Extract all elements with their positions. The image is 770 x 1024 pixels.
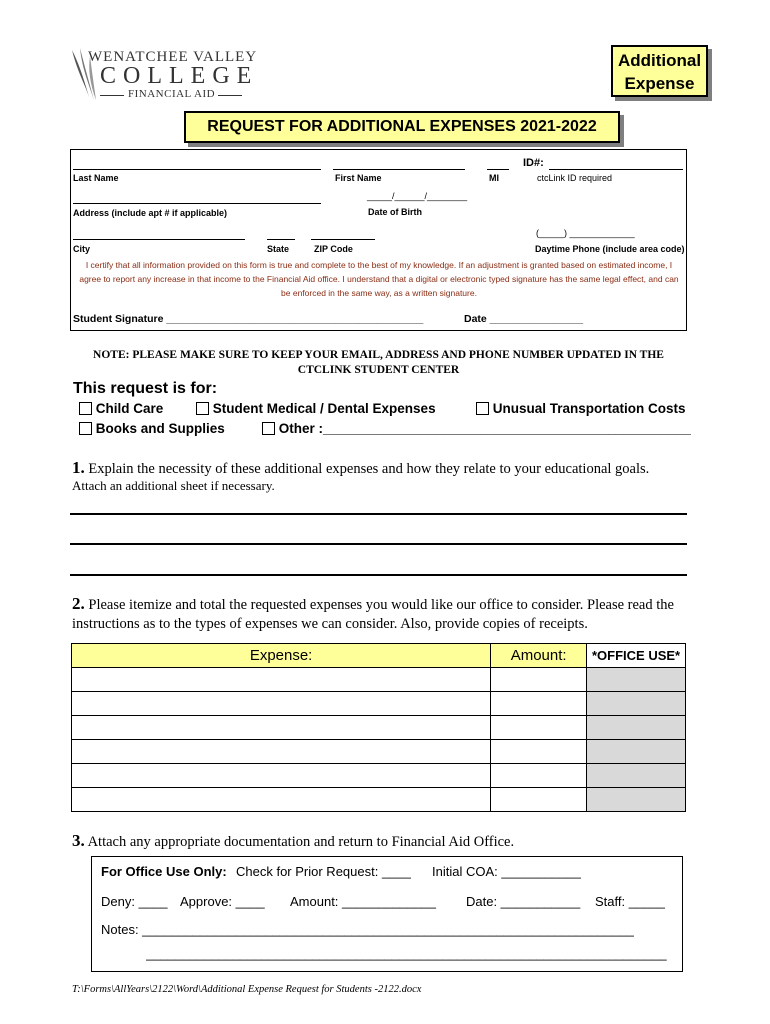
expense-table-header xyxy=(72,644,686,668)
question-1-number: 1. xyxy=(72,458,85,477)
question-3 xyxy=(72,831,514,851)
id-note: ctcLink ID required xyxy=(537,173,613,183)
logo-rule-left xyxy=(100,95,124,96)
table-row xyxy=(72,716,686,740)
logo-rule-right xyxy=(218,95,242,96)
office-use-cell xyxy=(587,692,686,716)
mi-field[interactable] xyxy=(487,169,509,170)
dob-label: Date of Birth xyxy=(368,207,422,217)
city-label: City xyxy=(73,244,91,254)
child-care-option[interactable] xyxy=(79,401,163,416)
answer-line-2[interactable] xyxy=(70,543,687,545)
office-use-label: For Office Use Only: xyxy=(101,864,227,879)
medical-option[interactable] xyxy=(196,401,436,416)
initial-coa-field[interactable]: Initial COA: ___________ xyxy=(432,864,581,879)
zip-label: ZIP Code xyxy=(314,244,353,254)
deny-field[interactable]: Deny: ____ xyxy=(101,894,168,909)
expense-cell[interactable] xyxy=(72,764,491,788)
table-row xyxy=(72,788,686,812)
question-3-number: 3. xyxy=(72,831,85,850)
staff-field[interactable]: Staff: _____ xyxy=(595,894,665,909)
transport-checkbox[interactable] xyxy=(476,402,489,415)
student-signature[interactable]: Student Signature ____________________________________________ xyxy=(73,313,424,325)
logo-line-1: WENATCHEE VALLEY xyxy=(88,49,258,65)
college-logo xyxy=(70,46,259,104)
last-name-field[interactable] xyxy=(73,169,321,170)
medical-checkbox[interactable] xyxy=(196,402,209,415)
office-use-cell xyxy=(587,764,686,788)
dob-field[interactable]: _____/______/________ xyxy=(367,191,468,201)
address-label: Address (include apt # if applicable) xyxy=(73,208,228,218)
city-field[interactable] xyxy=(73,239,245,240)
prior-request-field[interactable]: Check for Prior Request: ____ xyxy=(236,864,411,879)
expense-cell[interactable] xyxy=(72,668,491,692)
request-heading: This request is for: xyxy=(73,380,218,397)
page-title xyxy=(184,111,620,143)
amount-cell[interactable] xyxy=(491,692,587,716)
state-label: State xyxy=(267,244,290,254)
child-care-checkbox[interactable] xyxy=(79,402,92,415)
expense-cell[interactable] xyxy=(72,788,491,812)
child-care-label: Child Care xyxy=(95,401,164,416)
table-row xyxy=(72,692,686,716)
medical-label: Student Medical / Dental Expenses xyxy=(212,401,436,416)
last-name-label: Last Name xyxy=(73,173,119,183)
mi-label: MI xyxy=(489,173,499,183)
office-use-column-header: *OFFICE USE* xyxy=(587,644,686,668)
books-checkbox[interactable] xyxy=(79,422,92,435)
expense-table xyxy=(71,643,686,812)
logo-line-3: FINANCIAL AID xyxy=(128,88,216,100)
notes-field[interactable]: Notes: ____________________________________________________________________ xyxy=(101,922,634,937)
certification-text: I certify that all information provided on this form is true and complete to the best of my knowledge. If an adjustment is granted based on estimated income, I agree to report any increase in that income to the Financial Aid office. I understand that a digital or electronic typed signature has the same legal effect, and can be enforced in the same way, as a written signature. xyxy=(79,260,679,298)
answer-line-1[interactable] xyxy=(70,513,687,515)
other-option[interactable] xyxy=(262,421,691,436)
amount-cell[interactable] xyxy=(491,764,587,788)
books-option[interactable] xyxy=(79,421,225,436)
other-label: Other :_________________________________________________ xyxy=(278,421,691,436)
expense-cell[interactable] xyxy=(72,716,491,740)
phone-label: Daytime Phone (include area code) xyxy=(535,244,685,254)
id-label: ID#: xyxy=(523,157,544,169)
question-1 xyxy=(72,458,690,478)
question-2-text: Please itemize and total the requested expenses you would like our office to consider. Please read the instructions as to the types of expenses we can consider. Also, provide copies of receipts. xyxy=(72,597,674,632)
badge-line-1: Additional xyxy=(617,51,702,70)
first-name-label: First Name xyxy=(335,173,382,183)
transport-label: Unusual Transportation Costs xyxy=(492,401,686,416)
page-title-text: REQUEST FOR ADDITIONAL EXPENSES 2021-2022 xyxy=(207,118,597,135)
table-row xyxy=(72,668,686,692)
update-contact-note: NOTE: PLEASE MAKE SURE TO KEEP YOUR EMAIL, ADDRESS AND PHONE NUMBER UPDATED IN THE CTCLINK STUDENT CENTER xyxy=(93,349,664,376)
question-2-number: 2. xyxy=(72,594,85,613)
expense-cell[interactable] xyxy=(72,740,491,764)
approve-field[interactable]: Approve: ____ xyxy=(180,894,265,909)
office-use-cell xyxy=(587,740,686,764)
student-info-box xyxy=(70,149,687,331)
office-use-cell xyxy=(587,716,686,740)
file-path-footer: T:\Forms\AllYears\2122\Word\Additional Expense Request for Students -2122.docx xyxy=(72,984,422,995)
table-row xyxy=(72,740,686,764)
question-1-text: Explain the necessity of these additional expenses and how they relate to your educational goals. xyxy=(88,461,650,477)
amount-cell[interactable] xyxy=(491,740,587,764)
amount-column-header: Amount: xyxy=(491,644,587,668)
office-use-box xyxy=(91,856,683,972)
badge-line-2: Expense xyxy=(624,74,695,93)
phone-field[interactable]: (_____) _____________ xyxy=(536,228,635,238)
amount-cell[interactable] xyxy=(491,716,587,740)
signature-date[interactable]: Date ________________ xyxy=(464,313,584,325)
question-2 xyxy=(72,594,690,634)
zip-field[interactable] xyxy=(311,239,375,240)
other-checkbox[interactable] xyxy=(262,422,275,435)
notes-field-line-2[interactable]: ________________________________________________________________________ xyxy=(146,946,667,961)
answer-line-3[interactable] xyxy=(70,574,687,576)
amount-cell[interactable] xyxy=(491,788,587,812)
transport-option[interactable] xyxy=(476,401,686,416)
office-use-cell xyxy=(587,788,686,812)
first-name-field[interactable] xyxy=(333,169,465,170)
logo-line-2: COLLEGE xyxy=(100,63,259,89)
question-3-text: Attach any appropriate documentation and return to Financial Aid Office. xyxy=(87,834,515,850)
state-field[interactable] xyxy=(267,239,295,240)
amount-cell[interactable] xyxy=(491,668,587,692)
expense-column-header: Expense: xyxy=(72,644,491,668)
form-type-badge xyxy=(611,45,708,97)
question-1-sub: Attach an additional sheet if necessary. xyxy=(72,478,275,493)
amount-field[interactable]: Amount: _____________ xyxy=(290,894,437,909)
expense-cell[interactable] xyxy=(72,692,491,716)
date-field[interactable]: Date: ___________ xyxy=(466,894,581,909)
address-field[interactable] xyxy=(73,203,321,204)
table-row xyxy=(72,764,686,788)
id-field[interactable] xyxy=(549,169,683,170)
books-label: Books and Supplies xyxy=(95,421,225,436)
office-use-cell xyxy=(587,668,686,692)
